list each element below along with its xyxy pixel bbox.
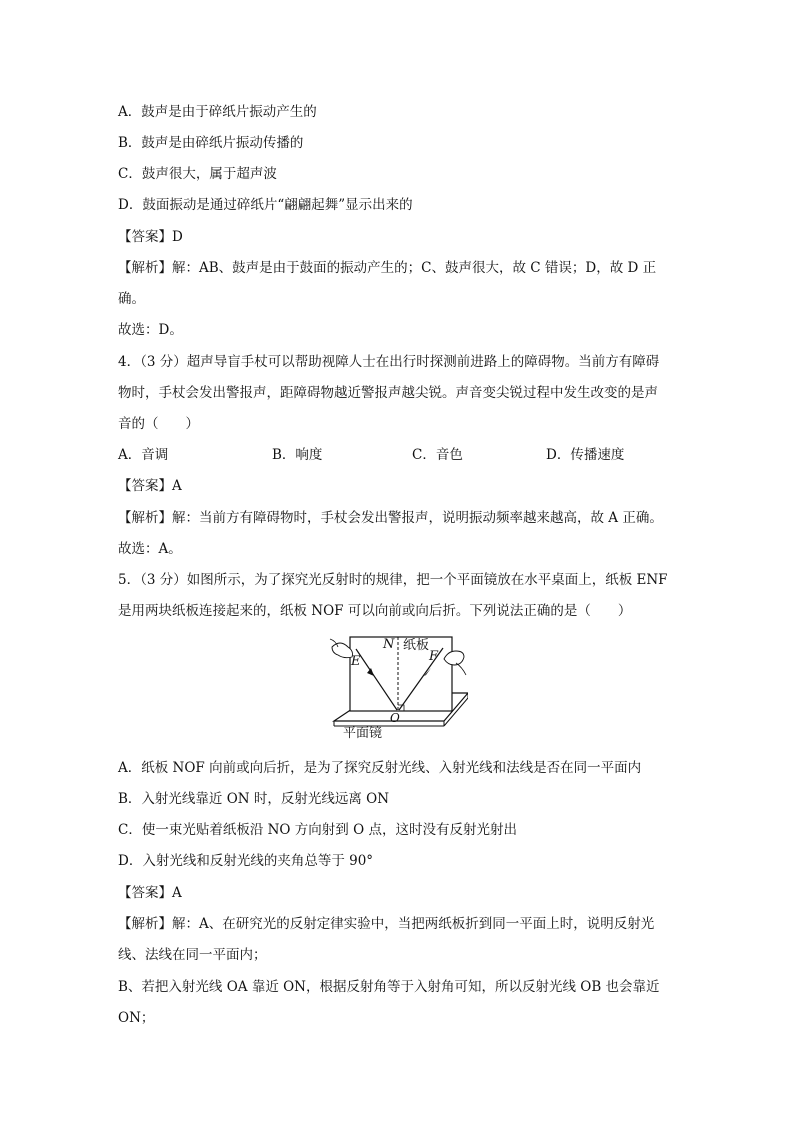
q3-analysis-line-2: 确。	[118, 291, 145, 307]
q3-answer: 【答案】D	[118, 229, 183, 245]
label-E: E	[351, 654, 361, 669]
label-N: N	[383, 637, 395, 652]
q5-option-c: C．使一束光贴着纸板沿 NO 方向射到 O 点，这时没有反射光射出	[118, 822, 517, 838]
q5-option-a: A．纸板 NOF 向前或向后折，是为了探究反射光线、入射光线和法线是否在同一平面内	[118, 760, 642, 776]
q4-stem-line-2: 物时，手杖会发出警报声，距障碍物越近警报声越尖锐。声音变尖锐过程中发生改变的是声	[118, 385, 658, 401]
q4-answer: 【答案】A	[118, 478, 182, 494]
q4-stem-line-3: 音的（ ）	[118, 416, 199, 432]
label-F: F	[429, 649, 439, 664]
q4-analysis: 【解析】解：当前方有障碍物时，手杖会发出警报声，说明振动频率越来越高，故 A 正确。	[118, 510, 663, 526]
label-O: O	[390, 711, 400, 725]
q4-option-c: C．音色	[412, 447, 463, 463]
q5-analysis-line-1: 【解析】解：A、在研究光的反射定律实验中，当把两纸板折到同一平面上时，说明反射光	[118, 916, 655, 932]
q4-option-b: B．响度	[272, 447, 323, 463]
q5-stem-line-1: 5．（3 分）如图所示，为了探究光反射时的规律，把一个平面镜放在水平桌面上，纸板 ENF	[118, 572, 668, 588]
q5-answer: 【答案】A	[118, 885, 182, 901]
q4-option-a: A．音调	[118, 447, 169, 463]
q3-analysis-line-1: 【解析】解：AB、鼓声是由于鼓面的振动产生的；C、鼓声很大，故 C 错误；D，故 D 正	[118, 260, 657, 276]
q5-option-b: B．入射光线靠近 ON 时，反射光线远离 ON	[118, 791, 390, 807]
q5-option-d: D．入射光线和反射光线的夹角总等于 90°	[118, 853, 374, 869]
reflection-diagram	[326, 633, 468, 743]
q4-stem-line-1: 4．（3 分）超声导盲手杖可以帮助视障人士在出行时探测前进路上的障碍物。当前方有障碍	[118, 354, 660, 370]
q5-analysis-line-2: 线、法线在同一平面内；	[118, 947, 267, 963]
q3-option-c: C．鼓声很大，属于超声波	[118, 166, 277, 182]
q5-stem-line-2: 是用两块纸板连接起来的，纸板 NOF 可以向前或向后折。下列说法正确的是（ ）	[118, 603, 632, 619]
q4-conclusion: 故选：A。	[118, 541, 182, 557]
q5-analysis-line-3: B、若把入射光线 OA 靠近 ON，根据反射角等于入射角可知，所以反射光线 OB 也会靠近	[118, 979, 660, 995]
q3-option-d: D．鼓面振动是通过碎纸片“翩翩起舞”显示出来的	[118, 197, 413, 213]
label-board: 纸板	[403, 638, 430, 653]
label-mirror: 平面镜	[343, 726, 383, 741]
q5-analysis-line-4: ON；	[118, 1010, 155, 1026]
q3-option-a: A．鼓声是由于碎纸片振动产生的	[118, 104, 317, 120]
q3-option-b: B．鼓声是由碎纸片振动传播的	[118, 135, 304, 151]
q4-options-row	[118, 445, 678, 465]
q3-conclusion: 故选：D。	[118, 322, 183, 338]
q4-option-d: D．传播速度	[546, 447, 625, 463]
